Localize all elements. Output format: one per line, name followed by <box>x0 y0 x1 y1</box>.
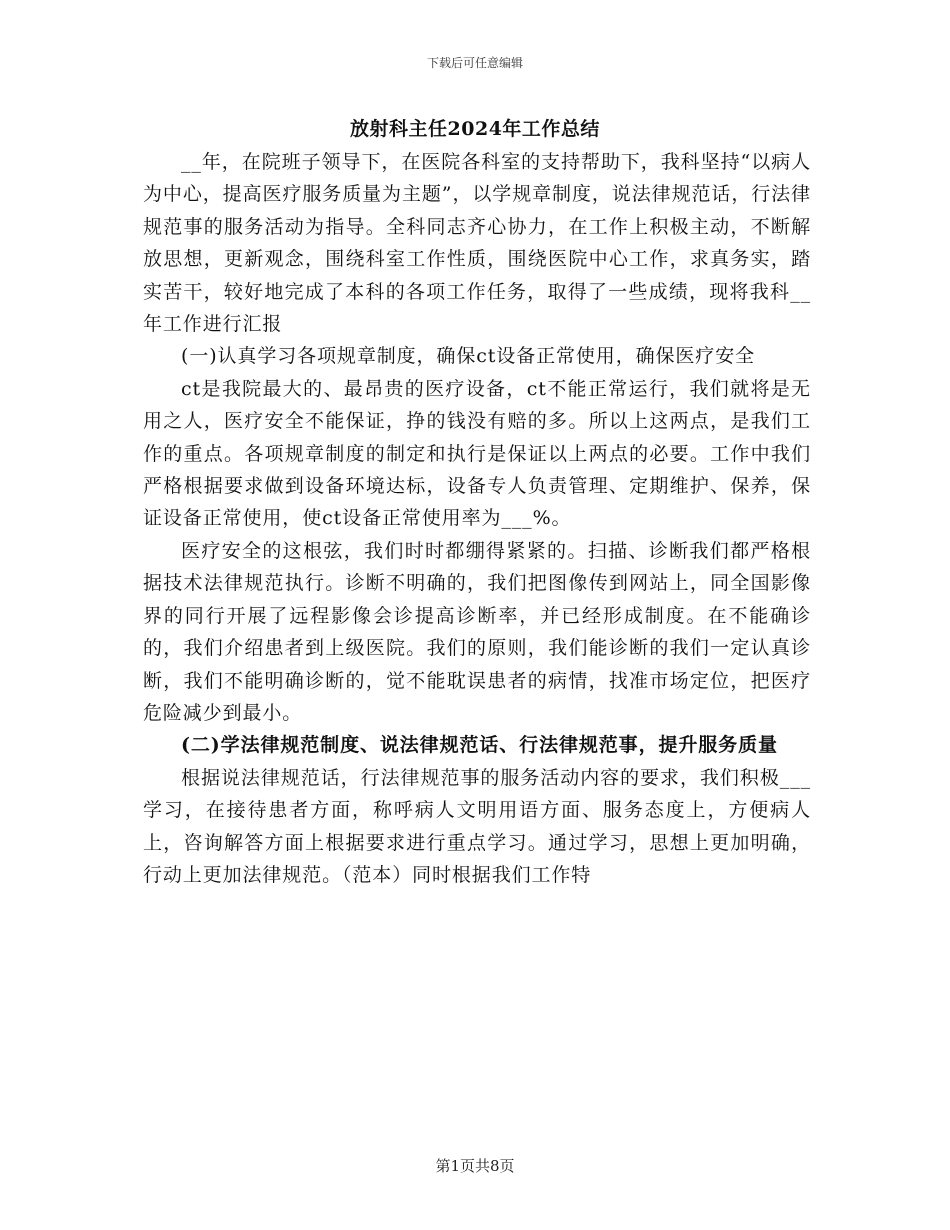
page-header-note: 下载后可任意编辑 <box>426 56 523 70</box>
paragraph-intro: __年，在院班子领导下，在医院各科室的支持帮助下，我科坚持“以病人为中心，提高医疗服务质量为主题”，以学规章制度，说法律规范话，行法律规范事的服务活动为指导。全科同志齐心协力，在工作上积极主动，不断解放思想，更新观念，围绕科室工作性质，围绕医院中心工作，求真务实，踏实苦干，较好地完成了本科的各项工作任务，取得了一些成绩，现将我科__年工作进行汇报 <box>143 151 811 336</box>
paragraph-medical-safety: 医疗安全的这根弦，我们时时都绷得紧紧的。扫描、诊断我们都严格根据技术法律规范执行。诊断不明确的，我们把图像传到网站上，同全国影像界的同行开展了远程影像会诊提高诊断率，并已经形成制度。在不能确诊的，我们介绍患者到上级医院。我们的原则，我们能诊断的我们一定认真诊断，我们不能明确诊断的，觉不能耽误患者的病情，找准市场定位，把医疗危险减少到最小。 <box>143 539 811 724</box>
page-footer-number: 第1页共8页 <box>435 1157 515 1175</box>
paragraph-service-quality: 根据说法律规范话，行法律规范事的服务活动内容的要求，我们积极___学习，在接待患者方面，称呼病人文明用语方面、服务态度上，方便病人上，咨询解答方面上根据要求进行重点学习。通过学习，思想上更加明确，行动上更加法律规范。（范本）同时根据我们工作特 <box>143 766 811 886</box>
document-body <box>143 146 811 891</box>
document-title: 放射科主任2024年工作总结 <box>350 118 600 140</box>
section-heading-2: (二)学法律规范制度、说法律规范话、行法律规范事，提升服务质量 <box>181 734 778 757</box>
section-heading-1: (一)认真学习各项规章制度，确保ct设备正常使用，确保医疗安全 <box>181 345 756 368</box>
paragraph-ct-equipment: ct是我院最大的、最昂贵的医疗设备，ct不能正常运行，我们就将是无用之人，医疗安全不能保证，挣的钱没有赔的多。所以上这两点，是我们工作的重点。各项规章制度的制定和执行是保证以上两点的必要。工作中我们严格根据要求做到设备环境达标，设备专人负责管理、定期维护、保养，保证设备正常使用，使ct设备正常使用率为___%。 <box>143 377 811 530</box>
